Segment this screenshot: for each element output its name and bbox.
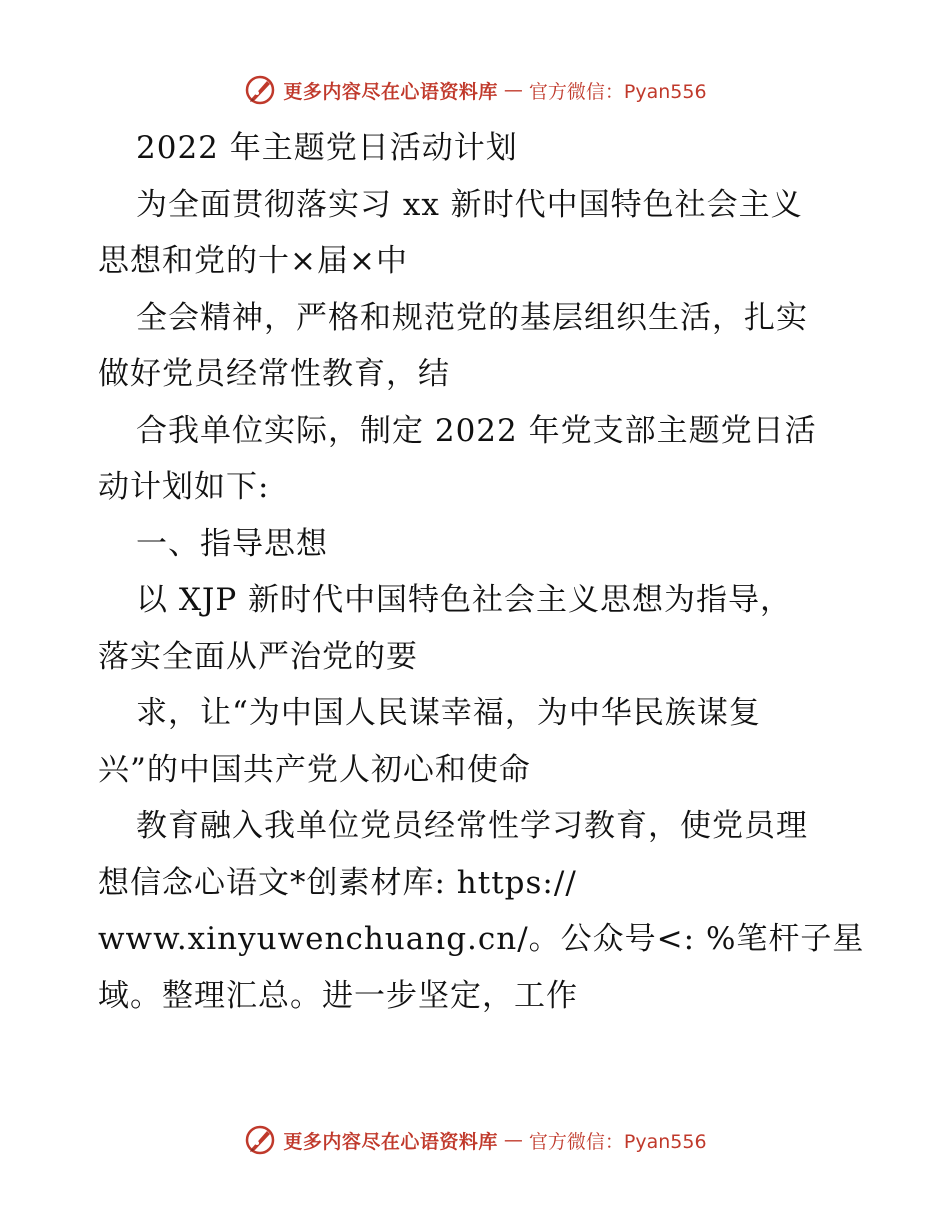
banner-text: 更多内容尽在心语资料库 [283, 1130, 498, 1153]
banner-separator: — [503, 79, 523, 101]
paragraph-line: 动计划如下: [98, 469, 270, 505]
paragraph-line: 为全面贯彻落实习 xx 新时代中国特色社会主义 [136, 186, 803, 223]
paragraph-line: 做好党员经常性教育，结 [98, 356, 450, 392]
header-banner [0, 70, 950, 110]
paragraph-line: 想信念心语文*创素材库: https:// [98, 864, 577, 901]
pen-logo-icon [243, 1123, 277, 1157]
section-heading: 一、指导思想 [136, 525, 328, 562]
document-body [98, 120, 865, 1024]
pen-logo-icon [243, 73, 277, 107]
paragraph-line: 教育融入我单位党员经常性学习教育，使党员理 [136, 808, 808, 844]
paragraph-line: 全会精神，严格和规范党的基层组织生活，扎实 [136, 299, 808, 336]
paragraph-line: www.xinyuwenchuang.cn/。公众号<: %笔杆子星 [98, 921, 865, 957]
paragraph-line: 合我单位实际，制定 2022 年党支部主题党日活 [136, 412, 817, 449]
banner-text: 更多内容尽在心语资料库 [283, 80, 498, 103]
paragraph-line: 以 XJP 新时代中国特色社会主义思想为指导， [136, 582, 793, 618]
paragraph-line: 域。整理汇总。进一步坚定，工作 [98, 977, 578, 1014]
banner-contact: 官方微信：Pyan556 [528, 1130, 707, 1153]
banner-contact: 官方微信：Pyan556 [528, 80, 707, 103]
footer-banner [0, 1120, 950, 1160]
paragraph-line: 求，让“为中国人民谋幸福，为中华民族谋复 [136, 695, 761, 731]
paragraph-line: 落实全面从严治党的要 [98, 638, 418, 675]
paragraph-line: 思想和党的十×届×中 [98, 243, 408, 279]
document-title: 2022 年主题党日活动计划 [136, 130, 518, 166]
banner-separator: — [503, 1129, 523, 1151]
paragraph-line: 兴”的中国共产党人初心和使命 [98, 751, 531, 788]
